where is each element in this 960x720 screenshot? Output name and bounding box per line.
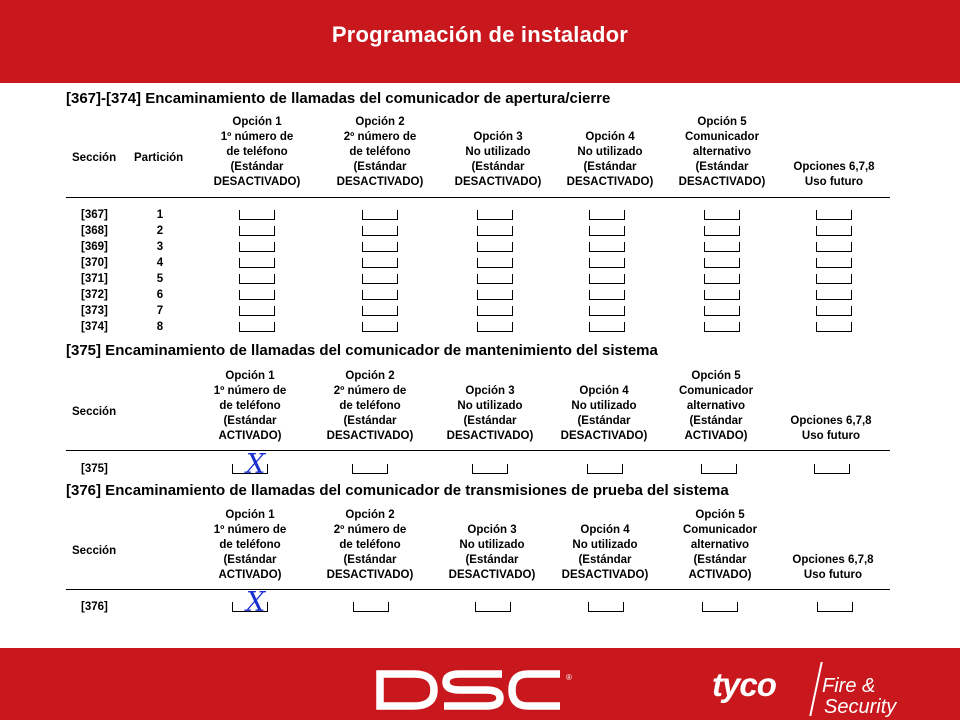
handwritten-x-mark: X <box>246 587 266 618</box>
dsc-logo <box>376 670 572 710</box>
row-section-code: [371] <box>81 273 108 285</box>
row-section-code: [374] <box>81 321 108 333</box>
header-line: DESACTIVADO) <box>454 176 542 188</box>
entry-blank[interactable] <box>589 322 625 332</box>
entry-blank[interactable] <box>353 602 389 612</box>
row-section-code: [367] <box>81 209 108 221</box>
entry-blank[interactable] <box>239 290 275 300</box>
header-line: 2º número de <box>333 385 407 397</box>
entry-blank[interactable] <box>475 602 511 612</box>
entry-blank[interactable] <box>477 274 513 284</box>
header-line: Opción 5 <box>691 370 741 382</box>
header-line: No utilizado <box>459 539 525 551</box>
header-line: DESACTIVADO) <box>326 430 414 442</box>
entry-blank[interactable] <box>816 306 852 316</box>
header-line: ACTIVADO) <box>688 569 752 581</box>
header-line: No utilizado <box>465 146 531 158</box>
col-header-option-3 <box>438 130 558 190</box>
header-line: Comunicador <box>684 131 760 143</box>
entry-blank[interactable] <box>362 210 398 220</box>
entry-blank[interactable] <box>477 210 513 220</box>
header-line: alternativo <box>690 539 750 551</box>
header-line: DESACTIVADO) <box>446 430 534 442</box>
row-partition-number: 7 <box>156 305 164 317</box>
header-line: (Estándar <box>353 161 407 173</box>
header-line: Opción 2 <box>355 116 405 128</box>
col-header-seccion: Sección <box>72 406 117 418</box>
header-line: alternativo <box>692 146 752 158</box>
header-line: DESACTIVADO) <box>678 176 766 188</box>
entry-blank[interactable] <box>814 464 850 474</box>
entry-blank[interactable] <box>477 226 513 236</box>
entry-blank[interactable] <box>362 258 398 268</box>
col-header-option-3 <box>432 523 552 583</box>
header-line: Opción 5 <box>695 509 745 521</box>
page-title: Programación de instalador <box>331 22 629 47</box>
row-partition-number: 1 <box>156 209 164 221</box>
col-header-option-5 <box>660 508 780 583</box>
entry-blank[interactable] <box>816 242 852 252</box>
header-line: (Estándar <box>577 415 631 427</box>
col-header-option-1 <box>197 115 317 190</box>
header-line: (Estándar <box>693 554 747 566</box>
section-title-367-374: [367]-[374] Encaminamiento de llamadas del comunicador de apertura/cierre <box>66 90 611 107</box>
header-line: Comunicador <box>682 524 758 536</box>
header-line: ACTIVADO) <box>218 430 282 442</box>
header-line: (Estándar <box>471 161 525 173</box>
header-line: 1º número de <box>213 385 287 397</box>
entry-blank[interactable] <box>477 290 513 300</box>
entry-blank[interactable] <box>701 464 737 474</box>
entry-blank[interactable] <box>704 242 740 252</box>
fire-line: Fire & <box>822 675 876 697</box>
entry-blank[interactable] <box>589 226 625 236</box>
entry-blank[interactable] <box>239 322 275 332</box>
header-line: (Estándar <box>695 161 749 173</box>
row-section-code: [372] <box>81 289 108 301</box>
row-partition-number: 3 <box>156 241 164 253</box>
header-line: de teléfono <box>219 539 281 551</box>
entry-blank[interactable] <box>362 306 398 316</box>
row-section-code: [368] <box>81 225 108 237</box>
entry-blank[interactable] <box>589 274 625 284</box>
entry-blank[interactable] <box>816 210 852 220</box>
header-line: DESACTIVADO) <box>326 569 414 581</box>
header-line: Opción 1 <box>232 116 282 128</box>
col-header-particion: Partición <box>134 152 184 164</box>
table-rule <box>66 589 890 590</box>
entry-blank[interactable] <box>589 258 625 268</box>
header-line: Opción 4 <box>579 385 629 397</box>
col-header-option-5 <box>662 115 782 190</box>
header-line: DESACTIVADO) <box>566 176 654 188</box>
header-line: Opción 1 <box>225 509 275 521</box>
entry-blank[interactable] <box>817 602 853 612</box>
header-line: 2º número de <box>333 524 407 536</box>
entry-blank[interactable] <box>239 258 275 268</box>
handwritten-x-mark: X <box>246 449 266 480</box>
table-rule <box>66 197 890 198</box>
header-line: Uso futuro <box>803 569 863 581</box>
logo-divider <box>809 662 822 716</box>
entry-blank[interactable] <box>704 226 740 236</box>
header-line: de teléfono <box>339 400 401 412</box>
header-line: No utilizado <box>577 146 643 158</box>
entry-blank[interactable] <box>472 464 508 474</box>
entry-blank[interactable] <box>588 602 624 612</box>
entry-blank[interactable] <box>589 306 625 316</box>
header-line: de teléfono <box>219 400 281 412</box>
header-line: (Estándar <box>689 415 743 427</box>
header-line: Opciones 6,7,8 <box>792 554 874 566</box>
entry-blank[interactable] <box>362 242 398 252</box>
col-header-option-6 <box>774 160 894 190</box>
header-line: Opción 4 <box>580 524 630 536</box>
row-partition-number: 6 <box>156 289 164 301</box>
header-line: de teléfono <box>339 539 401 551</box>
entry-blank[interactable] <box>239 242 275 252</box>
header-line: Opción 2 <box>345 370 395 382</box>
header-line: DESACTIVADO) <box>448 569 536 581</box>
entry-blank[interactable] <box>589 290 625 300</box>
header-line: Opción 1 <box>225 370 275 382</box>
row-partition-number: 8 <box>156 321 164 333</box>
entry-blank[interactable] <box>239 210 275 220</box>
entry-blank[interactable] <box>477 258 513 268</box>
fire-security-text <box>822 676 896 718</box>
header-line: 1º número de <box>220 131 294 143</box>
entry-blank[interactable] <box>362 226 398 236</box>
row-partition-number: 2 <box>156 225 164 237</box>
header-line: Comunicador <box>678 385 754 397</box>
header-line: (Estándar <box>465 554 519 566</box>
row-section-376: [376] <box>81 601 108 613</box>
col-header-seccion: Sección <box>72 545 117 557</box>
col-header-option-6 <box>771 414 891 444</box>
header-bar <box>0 0 960 83</box>
registered-mark: ® <box>566 673 572 682</box>
entry-blank[interactable] <box>702 602 738 612</box>
header-line: alternativo <box>686 400 746 412</box>
entry-blank[interactable] <box>704 210 740 220</box>
header-line: de teléfono <box>349 146 411 158</box>
entry-blank[interactable] <box>477 306 513 316</box>
footer-bar <box>0 648 960 720</box>
col-header-option-2 <box>320 115 440 190</box>
entry-blank[interactable] <box>362 290 398 300</box>
entry-blank[interactable] <box>239 306 275 316</box>
col-header-option-6 <box>773 553 893 583</box>
header-line: 2º número de <box>343 131 417 143</box>
header-line: (Estándar <box>343 415 397 427</box>
entry-blank[interactable] <box>704 290 740 300</box>
col-header-option-5 <box>656 369 776 444</box>
col-header-option-4 <box>550 130 670 190</box>
header-line: (Estándar <box>223 554 277 566</box>
row-section-375: [375] <box>81 463 108 475</box>
entry-blank[interactable] <box>352 464 388 474</box>
col-header-option-1 <box>190 508 310 583</box>
section-title-376: [376] Encaminamiento de llamadas del comunicador de transmisiones de prueba del sistema <box>66 482 729 499</box>
header-line: Uso futuro <box>801 430 861 442</box>
header-line: Uso futuro <box>804 176 864 188</box>
header-line: Opción 3 <box>473 131 523 143</box>
row-partition-number: 5 <box>156 273 164 285</box>
header-line: (Estándar <box>343 554 397 566</box>
header-line: (Estándar <box>583 161 637 173</box>
header-line: ACTIVADO) <box>684 430 748 442</box>
header-line: Opción 5 <box>697 116 747 128</box>
entry-blank[interactable] <box>477 242 513 252</box>
security-line: Security <box>824 696 897 718</box>
header-line: (Estándar <box>463 415 517 427</box>
row-partition-number: 4 <box>156 257 164 269</box>
entry-blank[interactable] <box>704 274 740 284</box>
entry-blank[interactable] <box>816 290 852 300</box>
header-line: DESACTIVADO) <box>561 569 649 581</box>
header-line: Opción 4 <box>585 131 635 143</box>
header-line: Opción 3 <box>467 524 517 536</box>
table-rule <box>66 450 890 451</box>
col-header-option-3 <box>430 384 550 444</box>
col-header-option-1 <box>190 369 310 444</box>
col-header-option-2 <box>310 369 430 444</box>
row-section-code: [369] <box>81 241 108 253</box>
header-line: ACTIVADO) <box>218 569 282 581</box>
header-line: No utilizado <box>457 400 523 412</box>
header-line: Opción 2 <box>345 509 395 521</box>
header-line: Opciones 6,7,8 <box>790 415 872 427</box>
section-title-375: [375] Encaminamiento de llamadas del comunicador de mantenimiento del sistema <box>66 342 658 359</box>
header-line: DESACTIVADO) <box>213 176 301 188</box>
entry-blank[interactable] <box>704 322 740 332</box>
entry-blank[interactable] <box>239 226 275 236</box>
header-line: DESACTIVADO) <box>560 430 648 442</box>
header-line: Opción 3 <box>465 385 515 397</box>
entry-blank[interactable] <box>589 210 625 220</box>
header-line: No utilizado <box>571 400 637 412</box>
header-line: 1º número de <box>213 524 287 536</box>
col-header-option-2 <box>310 508 430 583</box>
tyco-logo: tyco <box>712 666 776 703</box>
entry-blank[interactable] <box>362 274 398 284</box>
header-line: (Estándar <box>230 161 284 173</box>
entry-blank[interactable] <box>587 464 623 474</box>
entry-blank[interactable] <box>589 242 625 252</box>
entry-blank[interactable] <box>816 274 852 284</box>
entry-blank[interactable] <box>477 322 513 332</box>
entry-blank[interactable] <box>704 306 740 316</box>
row-section-code: [370] <box>81 257 108 269</box>
entry-blank[interactable] <box>816 258 852 268</box>
entry-blank[interactable] <box>362 322 398 332</box>
header-line: No utilizado <box>572 539 638 551</box>
col-header-seccion: Sección <box>72 152 117 164</box>
header-line: DESACTIVADO) <box>336 176 424 188</box>
entry-blank[interactable] <box>816 322 852 332</box>
row-section-code: [373] <box>81 305 108 317</box>
col-header-option-4 <box>544 384 664 444</box>
header-line: (Estándar <box>578 554 632 566</box>
header-line: Opciones 6,7,8 <box>793 161 875 173</box>
header-line: de teléfono <box>226 146 288 158</box>
entry-blank[interactable] <box>239 274 275 284</box>
entry-blank[interactable] <box>816 226 852 236</box>
entry-blank[interactable] <box>704 258 740 268</box>
header-line: (Estándar <box>223 415 277 427</box>
col-header-option-4 <box>545 523 665 583</box>
